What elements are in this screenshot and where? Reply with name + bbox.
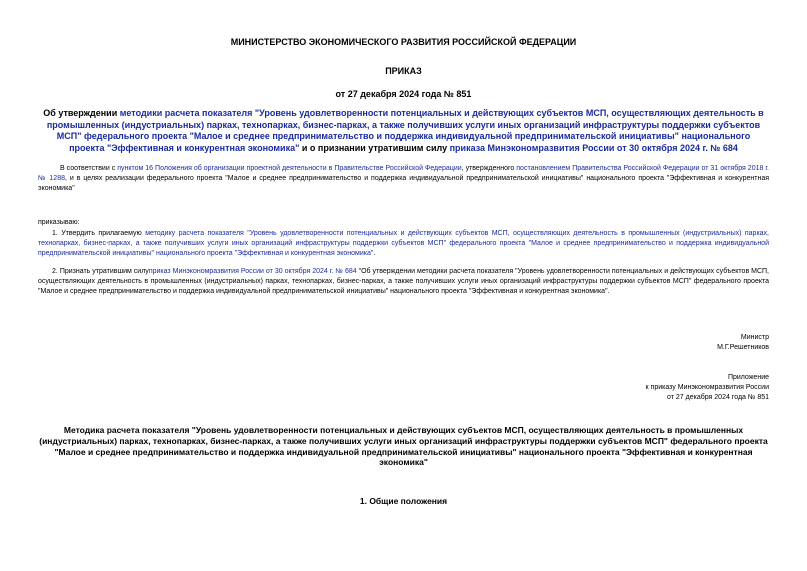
order-title xyxy=(38,108,769,154)
preamble-text-a: В соответствии с xyxy=(60,165,118,172)
doc-date-number: от 27 декабря 2024 года № 851 xyxy=(335,89,472,99)
title-text-1: Об утверждении xyxy=(43,108,120,118)
clause-1 xyxy=(38,229,769,259)
regulation-link[interactable]: пунктом 16 Положения об организации проектной деятельности в Правительстве Российской Федерации xyxy=(117,165,462,172)
appendix-block xyxy=(646,373,769,403)
preamble-text-b: , утвержденного xyxy=(461,165,517,172)
doc-type-heading: ПРИКАЗ xyxy=(385,66,422,76)
preamble-text-c: , и в целях реализации федерального проекта "Малое и среднее предпринимательство и поддержка индивидуальной предпринимательской инициативы" национального проекта "Эффективная и конкурентная экономика" xyxy=(38,175,770,192)
clause-1-text-b: . xyxy=(373,250,376,257)
decree-1288-link[interactable]: постановлением Правительства Российской Федерации от 31 октября 2018 г. № 1288 xyxy=(38,165,769,182)
signatory-position: Министр xyxy=(740,334,769,341)
clause-1-text-a: 1. Утвердить прилагаемую xyxy=(52,230,146,237)
ministry-heading: МИНИСТЕРСТВО ЭКОНОМИЧЕСКОГО РАЗВИТИЯ РОССИЙСКОЙ ФЕДЕРАЦИИ xyxy=(230,37,577,47)
clause-2-text-b: "Об утверждении методики расчета показателя "Уровень удовлетворенности потенциальных и действующих субъектов МСП, осуществляющих деятельность в промышленных (индустриальных) парках, технопарках, бизнес-парках, а также получивших услуги иных организаций инфраструктуры поддержки субъектов МСП" федерального проекта "Малое и среднее предпринимательство и поддержка индивидуальной предпринимательской инициативы" национального проекта "Эффективная и конкурентная экономика". xyxy=(38,268,770,295)
clause-2 xyxy=(38,267,769,297)
clause-2-text-a: 2. Признать утратившим силу xyxy=(52,268,149,275)
appendix-ref: к приказу Минэкономразвития России xyxy=(645,384,769,391)
appendix-label: Приложение xyxy=(727,374,769,381)
signature-block xyxy=(717,333,769,353)
title-text-2: и о признании утратившим силу xyxy=(299,142,450,153)
appendix-date: от 27 декабря 2024 года № 851 xyxy=(667,394,769,401)
methodology-title: Методика расчета показателя "Уровень удовлетворенности потенциальных и действующих субъектов МСП, осуществляющих деятельность в промышленных (индустриальных) парках, технопарках, бизнес-парках, а также получивших услуги иных организаций инфраструктуры поддержки субъектов МСП" федерального проекта "Малое и среднее предпринимательство и поддержка индивидуальной предпринимательской инициативы" национального проекта "Эффективная и конкурентная экономика" xyxy=(39,425,768,468)
section-heading: 1. Общие положения xyxy=(359,496,448,506)
attached-methodology-link[interactable]: методику расчета показателя "Уровень удовлетворенности потенциальных и действующих субъектов МСП, осуществляющих деятельность в промышленных (индустриальных) парках, технопарках, бизнес-парках, а также получивших услуги иных организаций инфраструктуры поддержки субъектов МСП" федерального проекта "Малое и среднее предпринимательство и поддержка индивидуальной предпринимательской инициативы" национального проекта "Эффективная и конкурентная экономика" xyxy=(38,230,769,257)
revoked-order-link[interactable]: приказ Минэкономразвития России от 30 октября 2024 г. № 684 xyxy=(148,268,357,275)
signatory-name: М.Г.Решетников xyxy=(717,344,769,351)
order-word: приказываю: xyxy=(38,219,80,226)
preamble-paragraph xyxy=(38,164,769,194)
order-684-link[interactable]: приказа Минэкономразвития России от 30 октября 2024 г. № 684 xyxy=(449,142,738,153)
methodology-link[interactable]: методики расчета показателя "Уровень удовлетворенности потенциальных и действующих субъектов МСП, осуществляющих деятельность в промышленных (индустриальных) парках, технопарках, бизнес-парках, а также получивших услуги иных организаций инфраструктуры поддержки субъектов МСП" федерального проекта "Малое и среднее предпринимательство и поддержка индивидуальной предпринимательской инициативы" национального проекта "Эффективная и конкурентная экономика" xyxy=(46,108,764,153)
